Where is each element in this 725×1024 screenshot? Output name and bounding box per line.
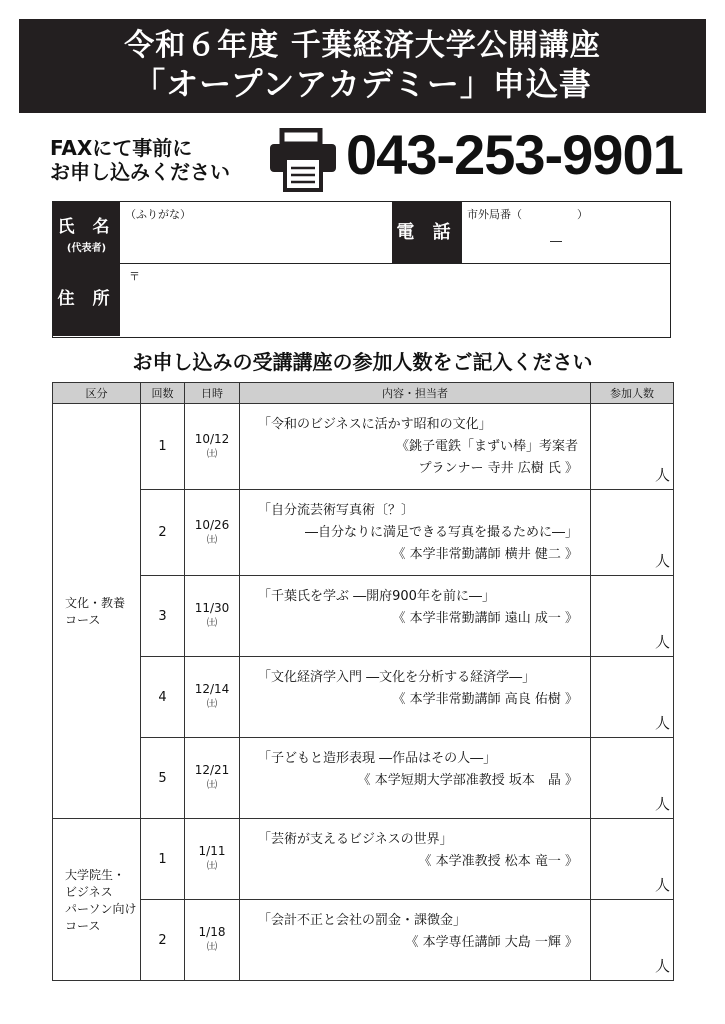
lecture-title: 「会計不正と会社の罰金・課徴金」: [258, 913, 467, 928]
participant-count-field[interactable]: [591, 490, 674, 576]
lecturer: 《銚子電鉄「まずい棒」考案者: [395, 439, 578, 454]
category-line: パーソン向け: [65, 901, 137, 916]
table-row: [53, 490, 674, 576]
session-date: 1/18: [198, 925, 226, 939]
title-line-1: 令和６年度 千葉経済大学公開講座: [124, 28, 601, 63]
header-date: 日時: [185, 383, 240, 404]
content-cell: [240, 900, 591, 981]
unit-label: 人: [654, 795, 670, 813]
lecturer: 《 本学短期大学部准教授 坂本 晶 》: [357, 773, 578, 788]
table-row: [53, 404, 674, 490]
day-of-week: ㈯: [207, 780, 217, 791]
content-cell: [240, 738, 591, 819]
day-of-week: ㈯: [207, 699, 217, 710]
category-line: コース: [65, 918, 101, 933]
content-cell: [240, 657, 591, 738]
divider: [461, 202, 462, 263]
course-table: [52, 382, 674, 981]
name-label: 氏 名: [57, 217, 116, 237]
phone-field[interactable]: 市外局番（ ）: [467, 208, 588, 221]
session-number: 2: [141, 900, 185, 981]
fax-instruction: [50, 136, 230, 184]
name-sublabel: (代表者): [66, 243, 107, 254]
lecture-title: 「芸術が支えるビジネスの世界」: [258, 832, 453, 847]
tel-label: 電 話: [392, 202, 461, 263]
participant-count-field[interactable]: [591, 576, 674, 657]
header-content: 内容・担当者: [240, 383, 591, 404]
day-of-week: ㈯: [207, 618, 217, 629]
table-row: [53, 900, 674, 981]
unit-label: 人: [654, 957, 670, 975]
table-row: [53, 576, 674, 657]
lecture-title: 「文化経済学入門 ―文化を分析する経済学―」: [258, 670, 536, 685]
table-row: [53, 819, 674, 900]
lecture-title: 「千葉氏を学ぶ ―開府900年を前に―」: [258, 589, 495, 604]
lecturer: 《 本学非常勤講師 横井 健二 》: [392, 547, 578, 562]
date-cell: [185, 576, 240, 657]
lecturer: 《 本学准教授 松本 竜一 》: [418, 854, 578, 869]
content-cell: [240, 576, 591, 657]
date-cell: [185, 404, 240, 490]
session-number: 1: [141, 819, 185, 900]
fax-machine-icon: [268, 128, 338, 192]
table-row: [53, 657, 674, 738]
name-field[interactable]: （ふりがな）: [125, 208, 191, 221]
unit-label: 人: [654, 552, 670, 570]
header-participants: 参加人数: [591, 383, 674, 404]
date-cell: [185, 657, 240, 738]
applicant-form: [52, 201, 671, 338]
unit-label: 人: [654, 633, 670, 651]
participant-count-field[interactable]: [591, 819, 674, 900]
session-number: 1: [141, 404, 185, 490]
participant-count-field[interactable]: [591, 404, 674, 490]
lecturer: 《 本学非常勤講師 遠山 成一 》: [392, 611, 578, 626]
unit-label: 人: [654, 714, 670, 732]
title-banner: [19, 19, 706, 113]
fax-instruction-line-2: お申し込みください: [50, 160, 230, 184]
header-session: 回数: [141, 383, 185, 404]
lecturer: プランナー 寺井 広樹 氏 》: [418, 461, 578, 476]
day-of-week: ㈯: [207, 448, 217, 460]
category-cell: [53, 819, 141, 981]
unit-label: 人: [654, 466, 670, 484]
fax-instruction-line-1: FAXにて事前に: [50, 136, 193, 160]
lecture-title: 「子どもと造形表現 ―作品はその人―」: [258, 751, 497, 766]
category-line: 文化・教養: [65, 596, 126, 610]
date-cell: [185, 490, 240, 576]
date-cell: [185, 738, 240, 819]
day-of-week: ㈯: [207, 942, 217, 953]
category-cell: [53, 404, 141, 819]
address-label: 住 所: [53, 263, 120, 336]
header-category: 区分: [53, 383, 141, 404]
lecturer: 《 本学専任講師 大島 一輝 》: [405, 935, 578, 950]
day-of-week: ㈯: [207, 534, 217, 546]
title-line-2: 「オープンアカデミー」申込書: [133, 65, 592, 103]
session-number: 5: [141, 738, 185, 819]
table-header-row: [53, 383, 674, 404]
session-date: 11/30: [194, 601, 230, 615]
table-row: [53, 738, 674, 819]
session-date: 12/14: [194, 682, 230, 696]
unit-label: 人: [654, 876, 670, 894]
name-header: [53, 202, 120, 263]
content-cell: [240, 404, 591, 490]
lecture-title: 「自分流芸術写真術〔？〕: [258, 503, 415, 518]
date-cell: [185, 819, 240, 900]
fax-number: 043-253-9901: [346, 123, 683, 186]
date-cell: [185, 900, 240, 981]
category-line: ビジネス: [65, 884, 113, 899]
session-number: 2: [141, 490, 185, 576]
day-of-week: ㈯: [207, 861, 217, 872]
session-date: 10/26: [194, 517, 230, 532]
participant-count-field[interactable]: [591, 657, 674, 738]
content-cell: [240, 490, 591, 576]
participant-count-field[interactable]: [591, 900, 674, 981]
lecturer: 《 本学非常勤講師 高良 佑樹 》: [392, 692, 578, 707]
category-line: コース: [65, 613, 101, 627]
participant-count-field[interactable]: [591, 738, 674, 819]
divider: [120, 263, 670, 264]
session-number: 4: [141, 657, 185, 738]
lecture-title: 「令和のビジネスに活かす昭和の文化」: [258, 417, 492, 432]
session-date: 12/21: [194, 763, 230, 777]
phone-dash: ―: [550, 234, 562, 248]
lecture-subtitle: ―自分なりに満足できる写真を撮るために―」: [304, 525, 578, 540]
session-date: 1/11: [198, 844, 226, 858]
category-line: 大学院生・: [65, 867, 126, 882]
session-number: 3: [141, 576, 185, 657]
address-field[interactable]: 〒: [129, 270, 140, 283]
session-date: 10/12: [194, 431, 230, 446]
section-title: お申し込みの受講講座の参加人数をご記入ください: [132, 350, 593, 374]
content-cell: [240, 819, 591, 900]
